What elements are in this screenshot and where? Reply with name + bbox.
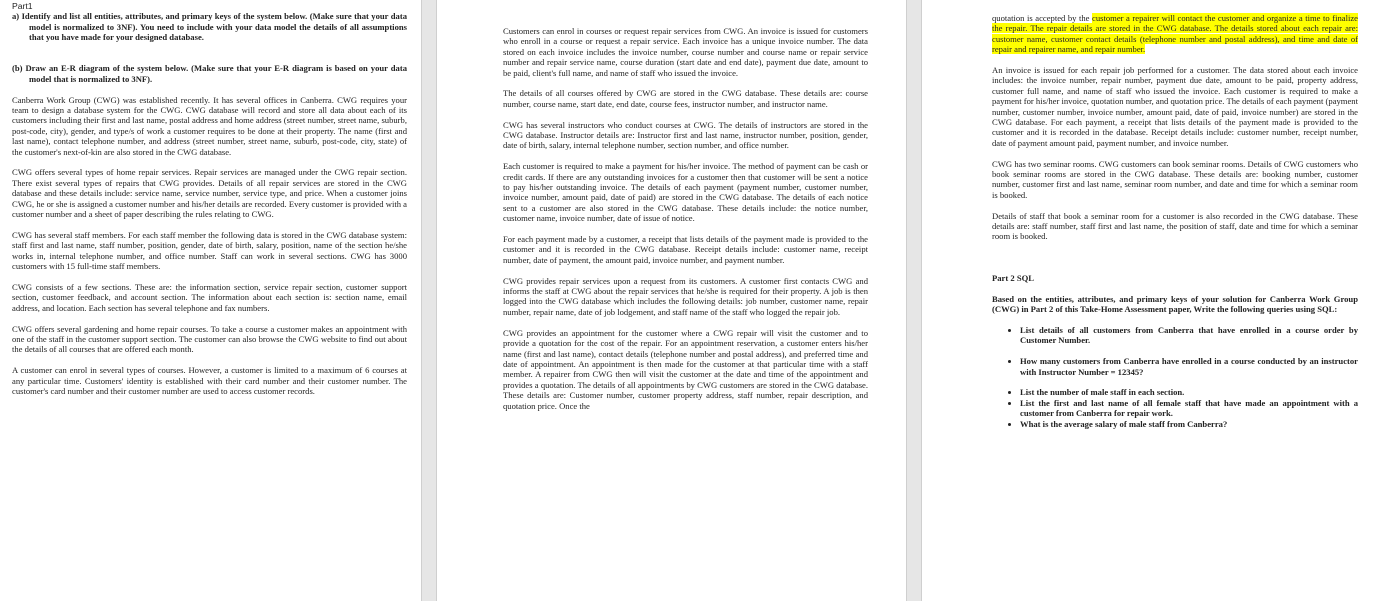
- document-page-2: [437, 0, 906, 601]
- query-item: • How many customers from Canberra have enrolled in a course conducted by an instructor with Instructor Number = 12345?: [1020, 356, 1358, 377]
- sql-intro: Based on the entities, attributes, and primary keys of your solution for Canberra Work Group (CWG) in Part 2 of this Take-Home Assessment paper, Write the following queries using SQL:: [992, 293, 1358, 315]
- paragraph: [992, 13, 1358, 55]
- query-item: • List the first and last name of all female staff that have made an appointment with a customer from Canberra for repair work.: [1020, 398, 1358, 419]
- paragraph: Each customer is required to make a payment for his/her invoice. The method of payment can be cash or credit cards. If there are any outstanding invoices for a customer then that customer will be sent a notice to pay his/her outstanding invoice. The details of each payment (payment number, customer number, invoice number, amount paid, date of paid) are stored in the CWG database. The details of each notice sent to a customer are also stored in the CWG database. These details include: the notice number, customer name, invoice number, date of issue of notice.: [503, 161, 868, 224]
- query-item: • List the number of male staff in each section.: [1020, 387, 1358, 397]
- question-b: (b) Draw an E-R diagram of the system below. (Make sure that your E-R diagram is based on your data model that is normalized to 3NF).: [12, 63, 407, 84]
- section-heading: Part 2 SQL: [992, 273, 1035, 284]
- query-list: [992, 387, 1358, 429]
- query-item: • List details of all customers from Canberra that have enrolled in a course order by Customer Number.: [1020, 325, 1358, 346]
- paragraph: CWG has several instructors who conduct courses at CWG. The details of instructors are stored in the CWG database. Instructor details are: Instructor first and last name, instructor number, position, gender, date of birth, salary, internal telephone number, section number, and office number.: [503, 119, 868, 151]
- document-page-1: [0, 0, 421, 601]
- paragraph: Details of staff that book a seminar room for a customer is also recorded in the CWG database. These details are: staff number, staff first and last name, the position of staff, date and time for which a seminar room is booked.: [992, 210, 1358, 242]
- paragraph: Canberra Work Group (CWG) was established recently. It has several offices in Canberra. CWG requires your team to design a database system for the CWG. CWG database will record and store all data about each of its customers including their first and last name, postal address and home address (street number, street name, suburb, post-code, city), gender, and type/s of work a customer requires to be done at their property. The name (first and last name), contact telephone number, and address (street number, street name, suburb, post-code, city, state) of the customer's next-of-kin are also stored in the CWG database.: [12, 94, 407, 157]
- query-item: • What is the average salary of male staff from Canberra?: [1020, 419, 1358, 429]
- paragraph: The details of all courses offered by CWG are stored in the CWG database. These details are: course number, course name, start date, end date, course fees, instructor number, and instructor name.: [503, 88, 868, 109]
- query-list: [992, 356, 1358, 377]
- paragraph: An invoice is issued for each repair job performed for a customer. The data stored about each invoice includes: the invoice number, repair number, payment due date, amount to be paid, property address, customer full name, and name of staff who issued the invoice. Each customer is required to make a payment for his/her invoice, quotation number, and quotation price. The details of each payment (payment number, customer number, invoice number, amount paid, date of paid, invoice number) are stored in the CWG database. For each payment, a receipt that lists details of the payment made is provided to the customer and it is recorded in the database. Receipt details include: customer number, receipt number, date of payment amount paid, payment number, and invoice number.: [992, 65, 1358, 148]
- paragraph: CWG offers several gardening and home repair courses. To take a course a customer makes an appointment with one of the staff in the customer support section. The customer can also browse the CWG website to find out about the details of all courses that are offered each month.: [12, 323, 407, 355]
- query-list: [992, 325, 1358, 346]
- page-gap: [421, 0, 437, 601]
- paragraph: CWG consists of a few sections. These are: the information section, service repair section, customer support section, customer feedback, and account section. The information about each section is: section name, email address, and location. Each section has several telephone and fax numbers.: [12, 281, 407, 313]
- paragraph: CWG has two seminar rooms. CWG customers can book seminar rooms. Details of CWG customers who book seminar rooms are stored in the CWG database. These details are: booking number, customer number, customer first and last name, seminar room number, and date and time for which a seminar room is booked.: [992, 158, 1358, 200]
- document-page-3: [922, 0, 1375, 601]
- paragraph: CWG has several staff members. For each staff member the following data is stored in the CWG database system: staff first and last name, staff number, position, gender, date of birth, salary, position, name of the section he/she works in, internal telephone number, and office number. Staff can work in several sections. CWG has 3000 customers with 15 full-time staff members.: [12, 229, 407, 272]
- paragraph: For each payment made by a customer, a receipt that lists details of the payment made is provided to the customer and it is recorded in the CWG database. Receipt details include: customer name, receipt number, date of payment, the amount paid, invoice number, and payment number.: [503, 234, 868, 265]
- paragraph: CWG provides repair services upon a request from its customers. A customer first contacts CWG and informs the staff at CWG about the repair services that he/she is required for their property. A job is then logged into the CWG database which includes the following details: job number, customer name, repair number, repair name, date of job lodgement, and staff name of the staff who logged the repair job.: [503, 275, 868, 317]
- paragraph: Customers can enrol in courses or request repair services from CWG. An invoice is issued for customers who enroll in a course or request a repair service. Each invoice has a unique invoice number. The data stored on each invoice includes the invoice number, course number and course name or repair service number and repair service name, course duration (start date and end date), payment due date, amount to be paid, client's full name, and name of staff who issued the invoice.: [503, 26, 868, 78]
- paragraph: CWG offers several types of home repair services. Repair services are managed under the CWG repair section. There exist several types of repairs that CWG provides. Details of all repair services are stored in the CWG database and these details include: service name, service number, service type, and price. When a customer joins CWG, he or she is assigned a customer number and his/her details are recorded. Every customer is provided with a customer number and a sheet of paper describing the rules relating to CWG.: [12, 167, 407, 220]
- paragraph: CWG provides an appointment for the customer where a CWG repair will visit the customer and to provide a quotation for the cost of the repair. For an appointment reservation, a customer enters his/her name (first and last name), contact details (telephone number and postal address), and preferred time and date of appointment. An appointment is then made for the customer at that particular time with a staff member. A repairer from CWG then will visit the customer at the date and time of the appointment and provides a quotation. The details of all appointments by CWG customers are stored in the CWG database. These details are: Customer number, customer property address, staff number, repair description, and quotation price. Once the: [503, 327, 868, 411]
- paragraph-text: quotation is accepted by the: [992, 13, 1093, 23]
- question-a: a) Identify and list all entities, attributes, and primary keys of the system below. (Make sure that your data model is normalized to 3NF). You need to include with your data model the details of all assumptions that you have made for your designed database.: [12, 11, 407, 43]
- part-label: Part1: [12, 1, 33, 11]
- paragraph: A customer can enrol in several types of courses. However, a customer is limited to a maximum of 6 courses at any particular time. Customers' identity is established with their card number and their customer number. The customer's card number and their customer number are used to access customer records.: [12, 365, 407, 396]
- highlighted-text: customer a repairer will contact the customer and organize a time to finalize the repair. The repair details are stored in the CWG database. The details stored about each repair are: customer name, customer contact details (telephone number and postal address), and time and date of repair and repairer name, and repair number.: [992, 13, 1358, 55]
- page-gap: [906, 0, 922, 601]
